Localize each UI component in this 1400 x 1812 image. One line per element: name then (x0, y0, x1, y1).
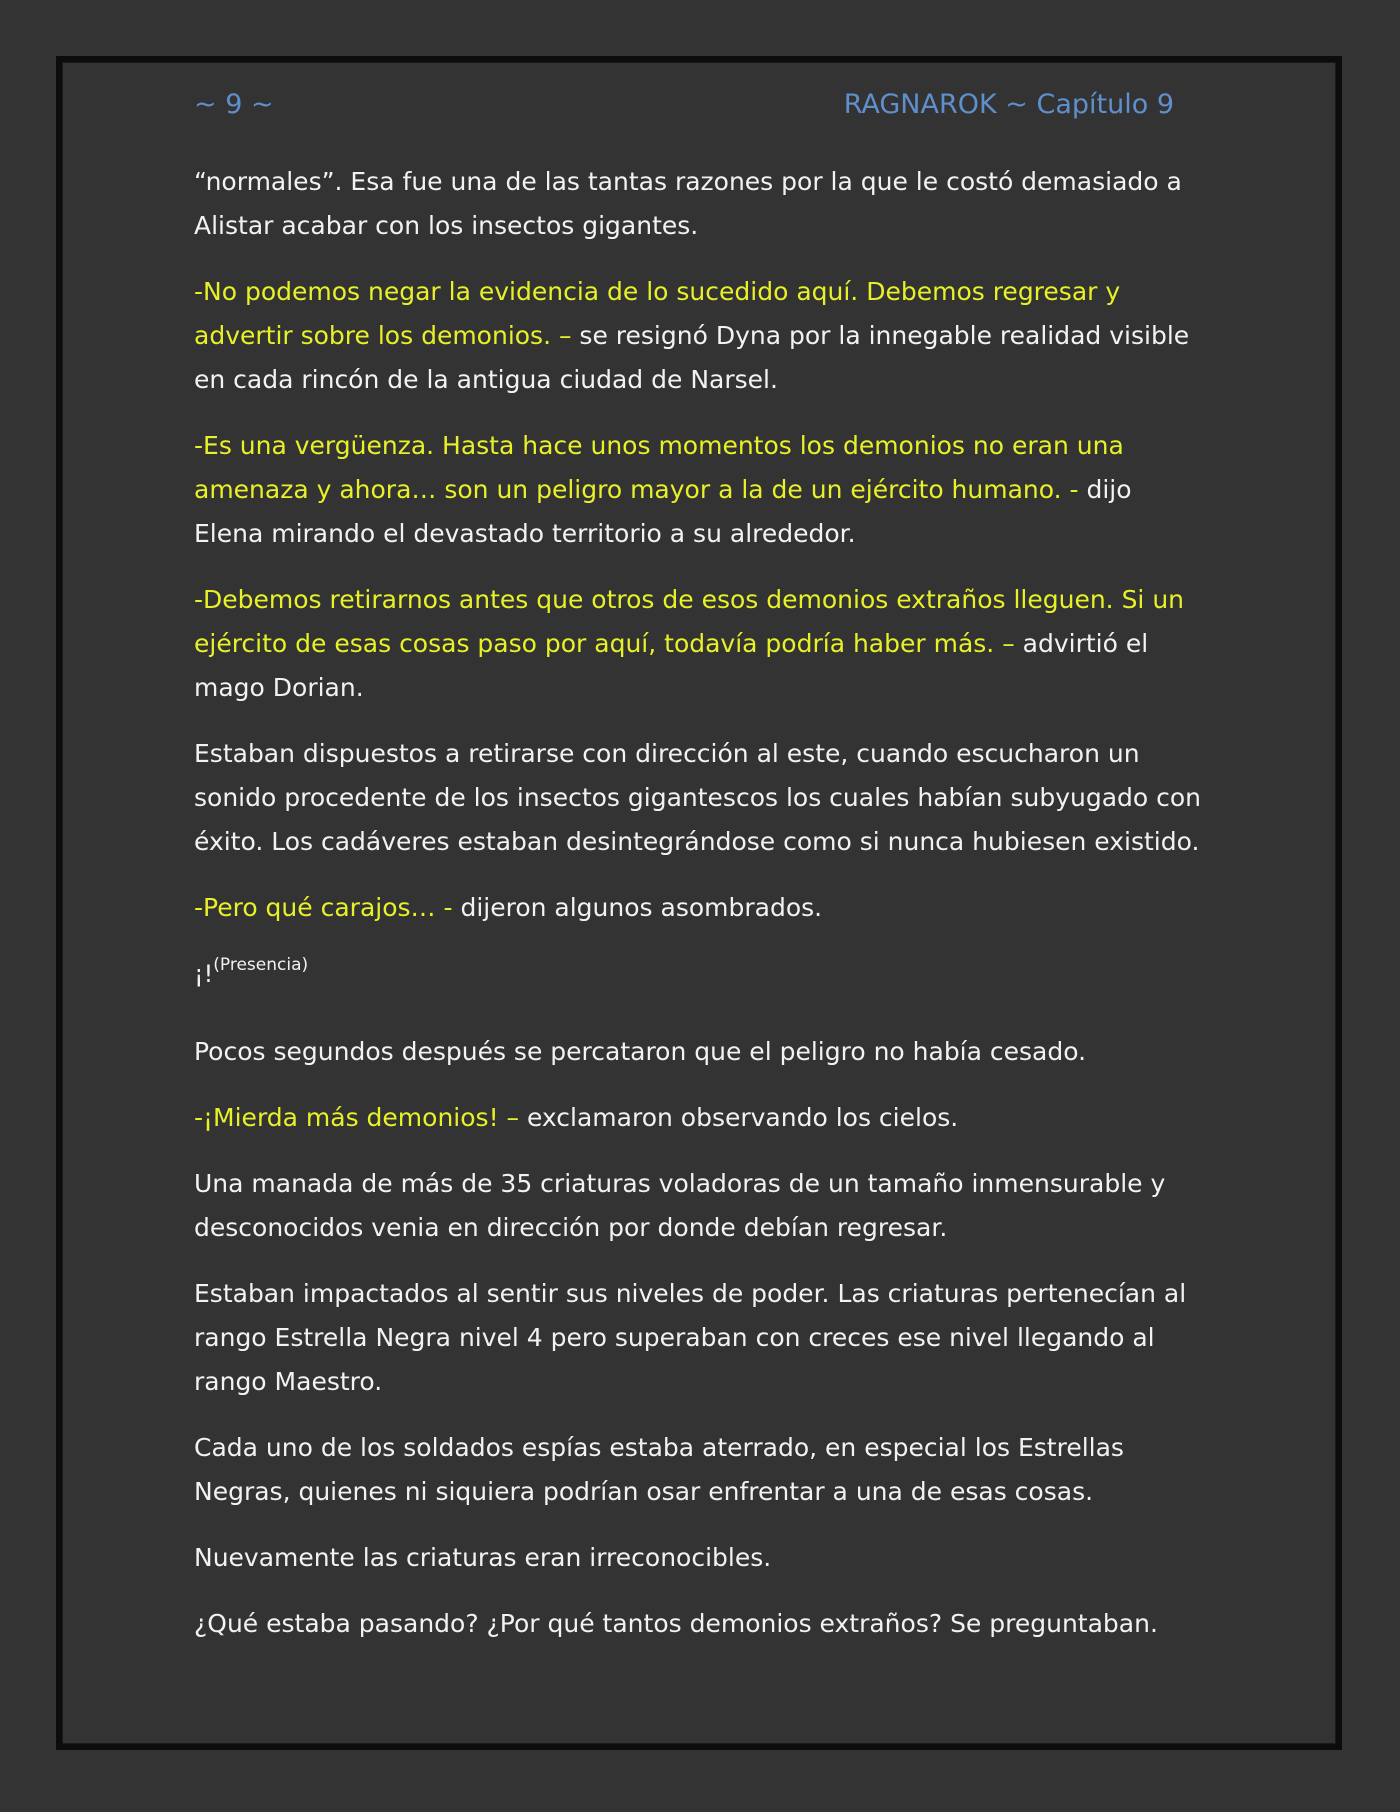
narration: Estaban impactados al sentir sus niveles de poder. Las criaturas pertenecían al rango Estrella Negra nivel 4 pero superaban con creces ese nivel llegando al rango Maestro. (194, 1279, 1187, 1396)
narration: Pocos segundos después se percataron que el peligro no había cesado. (194, 1037, 1087, 1066)
paragraph-13 (194, 1536, 1204, 1580)
paragraph-4 (194, 578, 1204, 710)
page-number: ~ 9 ~ (194, 88, 274, 120)
paragraph-3 (194, 424, 1204, 556)
chapter-title: RAGNAROK ~ Capítulo 9 (843, 88, 1174, 120)
presence-note: (Presencia) (213, 955, 309, 975)
paragraph-12 (194, 1426, 1204, 1514)
chapter-text (194, 160, 1204, 1668)
dialogue: -Debemos retirarnos antes que otros de esos demonios extraños lleguen. Si un ejército de esas cosas paso por aquí, todavía podría haber más. – (194, 585, 1185, 658)
dialogue: -Pero qué carajos… - (194, 893, 453, 922)
paragraph-7 (194, 952, 1204, 996)
narration: dijo Elena mirando el devastado territorio a su alrededor. (194, 475, 1132, 548)
narration: Una manada de más de 35 criaturas voladoras de un tamaño inmensurable y desconocidos venia en dirección por donde debían regresar. (194, 1169, 1166, 1242)
narration: Cada uno de los soldados espías estaba aterrado, en especial los Estrellas Negras, quienes ni siquiera podrían osar enfrentar a una de esas cosas. (194, 1433, 1124, 1506)
narration: exclamaron observando los cielos. (519, 1103, 959, 1132)
paragraph-5 (194, 732, 1204, 864)
page-header (194, 84, 1174, 124)
narration: “normales”. Esa fue una de las tantas razones por la que le costó demasiado a Alistar acabar con los insectos gigantes. (194, 167, 1182, 240)
dialogue: -No podemos negar la evidencia de lo sucedido aquí. Debemos regresar y advertir sobre los demonios. – (194, 277, 1121, 350)
dialogue: -Es una vergüenza. Hasta hace unos momentos los demonios no eran una amenaza y ahora… son un peligro mayor a la de un ejército humano. - (194, 431, 1124, 504)
narration: ¿Qué estaba pasando? ¿Por qué tantos demonios extraños? Se preguntaban. (194, 1609, 1158, 1638)
paragraph-9 (194, 1096, 1204, 1140)
exclamation-mark: ¡! (194, 960, 214, 988)
paragraph-11 (194, 1272, 1204, 1404)
paragraph-2 (194, 270, 1204, 402)
narration: Estaban dispuestos a retirarse con dirección al este, cuando escucharon un sonido procedente de los insectos gigantescos los cuales habían subyugado con éxito. Los cadáveres estaban desintegrándose como si nunca hubiesen existido. (194, 739, 1202, 856)
paragraph-8 (194, 1030, 1204, 1074)
dialogue: -¡Mierda más demonios! – (194, 1103, 520, 1132)
narration: dijeron algunos asombrados. (452, 893, 823, 922)
narration: advirtió el mago Dorian. (194, 629, 1149, 702)
paragraph-10 (194, 1162, 1204, 1250)
narration: se resignó Dyna por la innegable realidad visible en cada rincón de la antigua ciudad de Narsel. (194, 321, 1190, 394)
paragraph-1 (194, 160, 1204, 248)
paragraph-6 (194, 886, 1204, 930)
paragraph-14 (194, 1602, 1204, 1646)
narration: Nuevamente las criaturas eran irreconocibles. (194, 1543, 772, 1572)
